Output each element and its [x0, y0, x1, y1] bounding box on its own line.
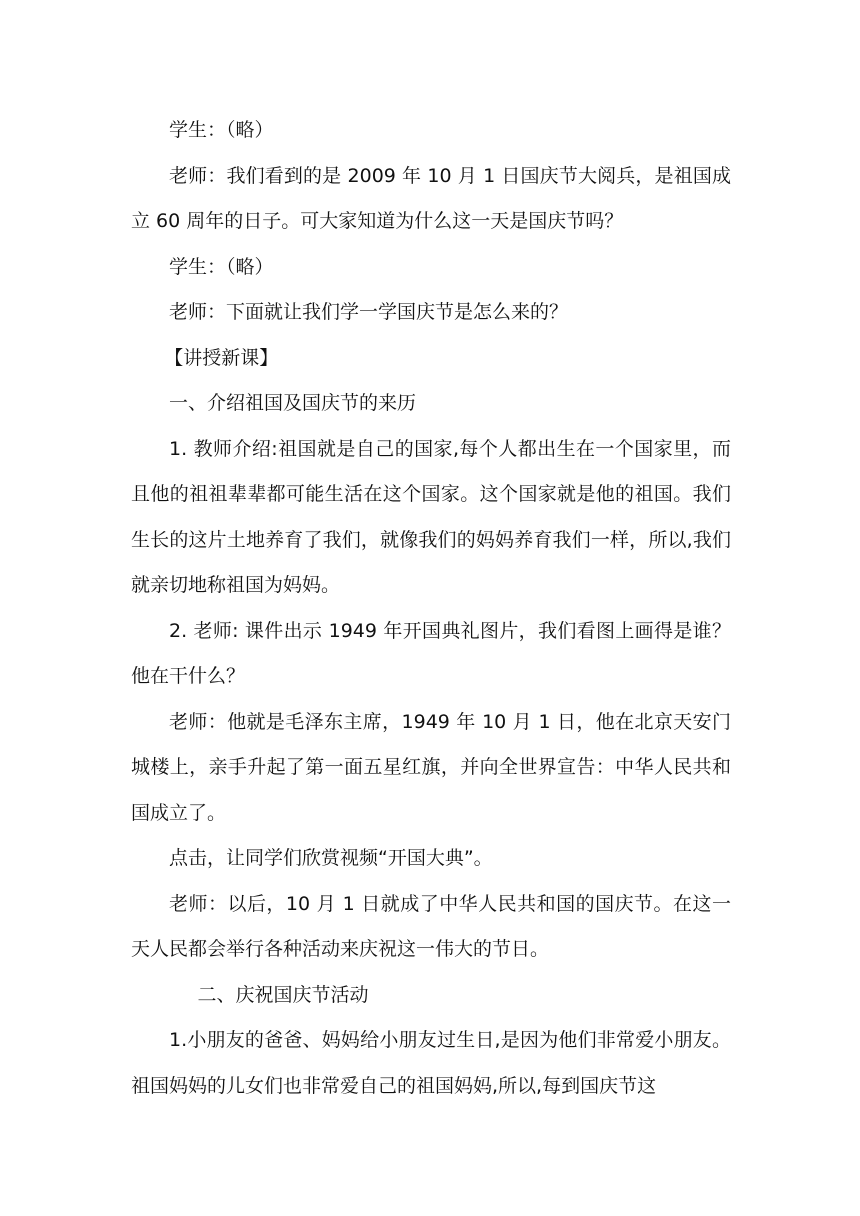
document-body [131, 108, 731, 1109]
paragraph-video-instruction: 点击，让同学们欣赏视频“开国大典”。 [169, 847, 493, 869]
paragraph-student-reply-1: 学生：（略） [169, 119, 274, 141]
paragraph-birthday-analogy: 1.小朋友的爸爸、妈妈给小朋友过生日,是因为他们非常爱小朋友。祖国妈妈的儿女们也非常爱自己的祖国妈妈,所以,每到国庆节这 [131, 1029, 731, 1097]
paragraph-student-reply-2: 学生：（略） [169, 255, 274, 278]
paragraph-teacher-parade: 老师：我们看到的是 2009 年 10 月 1 日国庆节大阅兵，是祖国成立 60 周年的日子。可大家知道为什么这一天是国庆节吗？ [131, 164, 731, 232]
paragraph-national-day: 老师：以后，10 月 1 日就成了中华人民共和国的国庆节。在这一天人民都会举行各种活动来庆祝这一伟大的节日。 [131, 892, 731, 960]
paragraph-founding-picture: 2. 老师: 课件出示 1949 年开国典礼图片，我们看图上画得是谁？他在干什么？ [131, 619, 731, 687]
section-heading-new-lesson: 【讲授新课】 [164, 346, 279, 369]
paragraph-mao-declaration: 老师：他就是毛泽东主席，1949 年 10 月 1 日，他在北京天安门城楼上，亲手升起了第一面五星红旗，并向全世界宣告：中华人民共和国成立了。 [131, 710, 731, 824]
paragraph-motherland-intro: 1. 教师介绍:祖国就是自己的国家,每个人都出生在一个国家里，而且他的祖祖辈辈都可能生活在这个国家。这个国家就是他的祖国。我们生长的这片土地养育了我们，就像我们的妈妈养育我们一样，所以,我们就亲切地称祖国为妈妈。 [131, 437, 731, 596]
section-heading-celebration: 二、庆祝国庆节活动 [197, 983, 369, 1006]
section-heading-history: 一、介绍祖国及国庆节的来历 [169, 392, 417, 414]
paragraph-teacher-intro: 老师：下面就让我们学一学国庆节是怎么来的？ [169, 301, 569, 323]
